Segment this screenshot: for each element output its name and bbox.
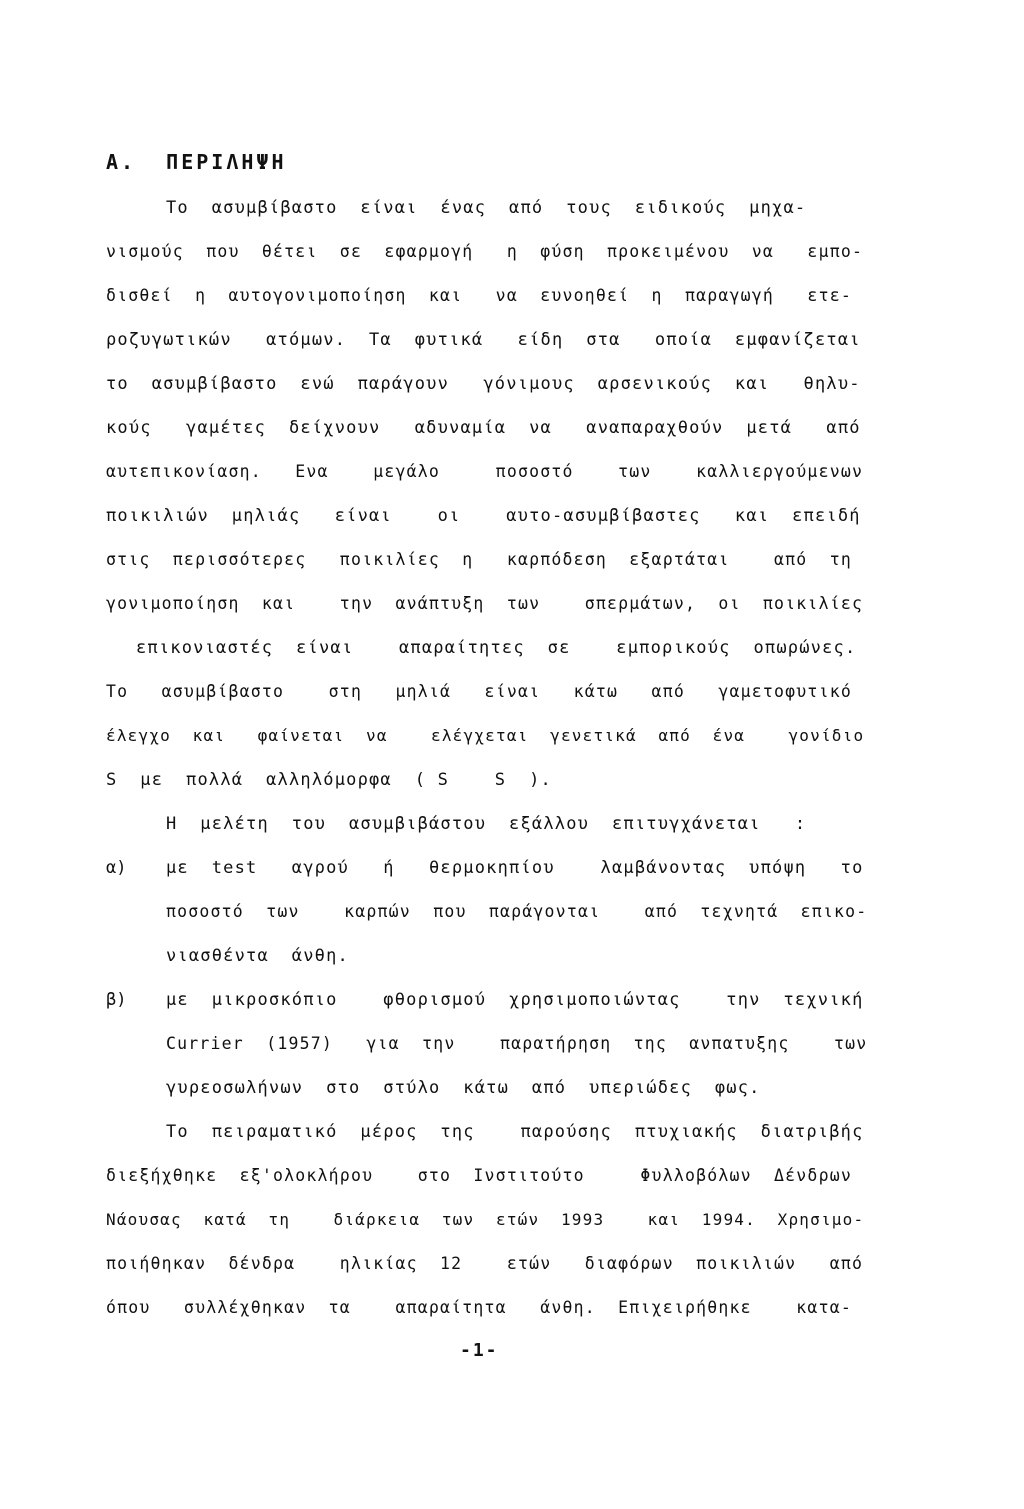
text-line: με test αγρού ή θερμοκηπίου λαμβάνοντας υπόψη το — [166, 858, 864, 878]
text-line: Το ασυμβίβαστο είναι ένας από τους ειδικούς μηχα- — [166, 198, 807, 218]
text-line: Το ασυμβίβαστο στη μηλιά είναι κάτω από γαμετοφυτικό — [106, 682, 852, 701]
text-line: Νάουσας κατά τη διάρκεια των ετών 1993 και 1994. Χρησιμο- — [106, 1210, 865, 1229]
text-line: ροζυγωτικών ατόμων. Τα φυτικά είδη στα οποία εμφανίζεται — [106, 330, 861, 350]
page-number: -1- — [460, 1340, 499, 1361]
text-line: δισθεί η αυτογονιμοποίηση και να ευνοηθεί η παραγωγή ετε- — [106, 286, 852, 305]
text-line: γονιμοποίηση και την ανάπτυξη των σπερμάτων, οι ποικιλίες — [106, 594, 864, 613]
item-label-a: α) — [106, 858, 127, 878]
item-label-b: β) — [106, 990, 127, 1010]
text-line: S με πολλά αλληλόμορφα ( S S ). — [106, 770, 552, 790]
text-line: επικονιαστές είναι απαραίτητες σε εμπορικούς οπωρώνες. — [136, 638, 857, 658]
text-line: έλεγχο και φαίνεται να ελέγχεται γενετικά από ένα γονίδιο — [106, 726, 865, 745]
text-line: όπου συλλέχθηκαν τα απαραίτητα άνθη. Επιχειρήθηκε κατα- — [106, 1298, 852, 1317]
text-line: νισμούς που θέτει σε εφαρμογή η φύση προκειμένου να εμπο- — [106, 242, 864, 261]
text-line: ποσοστό των καρπών που παράγονται από τεχνητά επικο- — [166, 902, 868, 921]
text-line: αυτεπικονίαση. Ενα μεγάλο ποσοστό των καλλιεργούμενων — [106, 462, 864, 481]
section-heading: Α. ΠΕΡΙΛΗΨΗ — [106, 150, 287, 174]
text-line: το ασυμβίβαστο ενώ παράγουν γόνιμους αρσενικούς και θηλυ- — [106, 374, 861, 394]
text-line: γυρεοσωλήνων στο στύλο κάτω από υπεριώδες φως. — [166, 1078, 761, 1098]
text-line: ποικιλιών μηλιάς είναι οι αυτο-ασυμβίβαστες και επειδή — [106, 506, 861, 526]
text-line: κούς γαμέτες δείχνουν αδυναμία να αναπαραχθούν μετά από — [106, 418, 861, 438]
text-line: ποιήθηκαν δένδρα ηλικίας 12 ετών διαφόρων ποικιλιών από — [106, 1254, 864, 1273]
text-line: Το πειραματικό μέρος της παρούσης πτυχιακής διατριβής — [166, 1122, 864, 1142]
text-line: Currier (1957) για την παρατήρηση της ανπατυξης των — [166, 1034, 868, 1053]
text-line: Η μελέτη του ασυμβιβάστου εξάλλου επιτυγχάνεται : — [166, 814, 807, 834]
text-line: με μικροσκόπιο φθορισμού χρησιμοποιώντας την τεχνική — [166, 990, 864, 1010]
text-line: στις περισσότερες ποικιλίες η καρπόδεση εξαρτάται από τη — [106, 550, 852, 569]
text-line: διεξήχθηκε εξ'ολοκλήρου στο Ινστιτούτο Φυλλοβόλων Δένδρων — [106, 1166, 852, 1185]
text-line: νιασθέντα άνθη. — [166, 946, 349, 966]
